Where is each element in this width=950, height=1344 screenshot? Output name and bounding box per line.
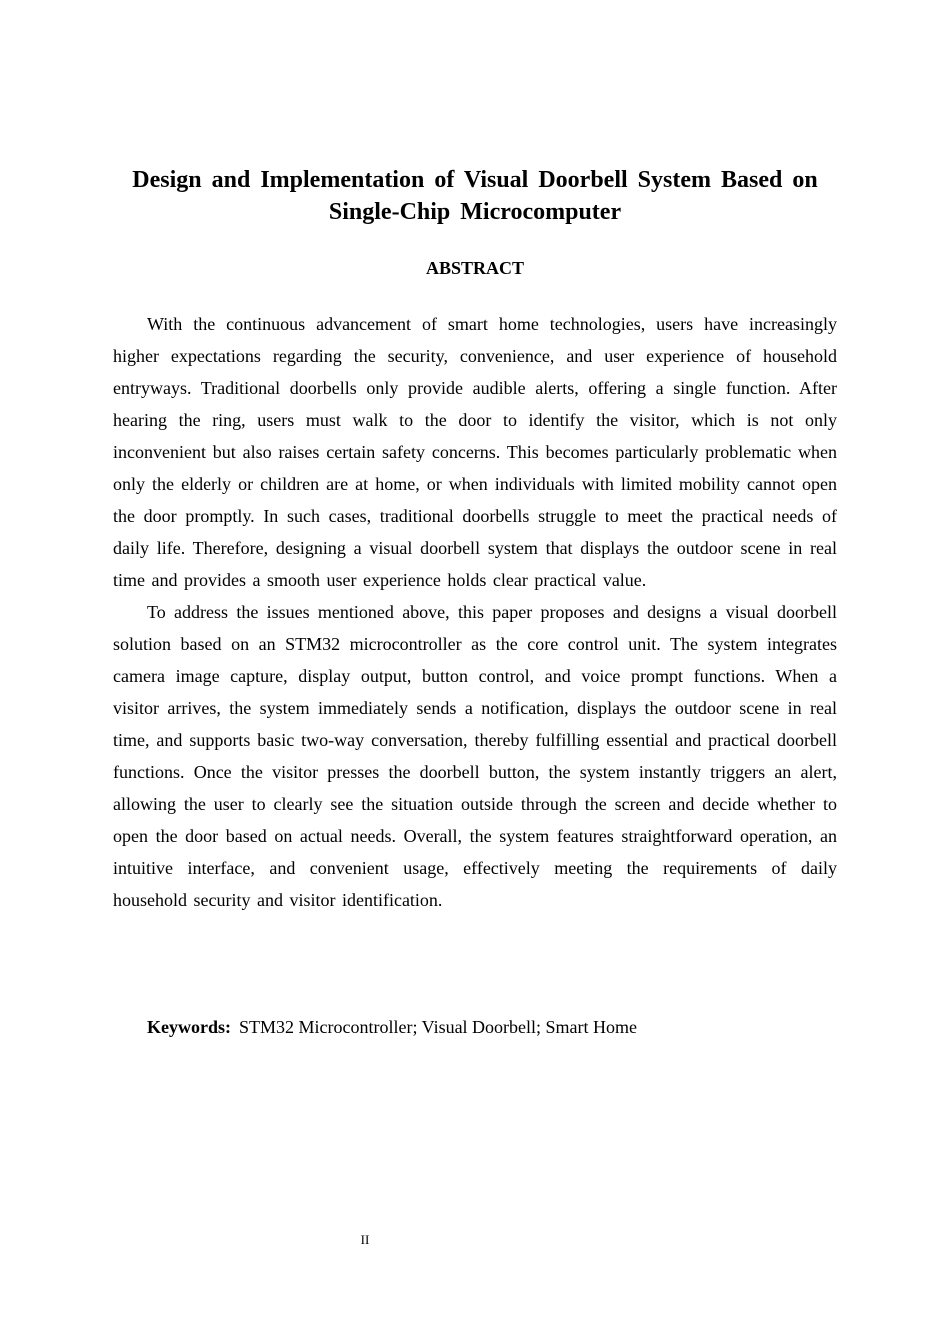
keywords-label: Keywords:	[147, 1017, 231, 1037]
abstract-body	[113, 308, 837, 916]
keywords-line	[147, 1011, 837, 1043]
page-number: II	[360, 1232, 370, 1247]
abstract-paragraph-2: To address the issues mentioned above, this paper proposes and designs a visual doorbell solution based on an STM32 microcontroller as the core control unit. The system integrates camera image capture, display output, button control, and voice prompt functions. When a visitor arrives, the system immediately sends a notification, displays the outdoor scene in real time, and supports basic two-way conversation, thereby fulfilling essential and practical doorbell functions. Once the visitor presses the doorbell button, the system instantly triggers an alert, allowing the user to clearly see the situation outside through the screen and decide whether to open the door based on actual needs. Overall, the system features straightforward operation, an intuitive interface, and convenient usage, effectively meeting the requirements of daily household security and visitor identification.	[113, 602, 837, 910]
keywords-value: STM32 Microcontroller; Visual Doorbell; Smart Home	[239, 1017, 638, 1037]
abstract-heading: ABSTRACT	[425, 258, 525, 278]
paper-title: Design and Implementation of Visual Doorbell System Based on Single-Chip Microcomputer	[132, 167, 818, 225]
abstract-paragraph-1: With the continuous advancement of smart home technologies, users have increasingly higher expectations regarding the security, convenience, and user experience of household entryways. Traditional doorbells only provide audible alerts, offering a single function. After hearing the ring, users must walk to the door to identify the visitor, which is not only inconvenient but also raises certain safety concerns. This becomes particularly problematic when only the elderly or children are at home, or when individuals with limited mobility cannot open the door promptly. In such cases, traditional doorbells struggle to meet the practical needs of daily life. Therefore, designing a visual doorbell system that displays the outdoor scene in real time and provides a smooth user experience holds clear practical value.	[113, 314, 837, 590]
